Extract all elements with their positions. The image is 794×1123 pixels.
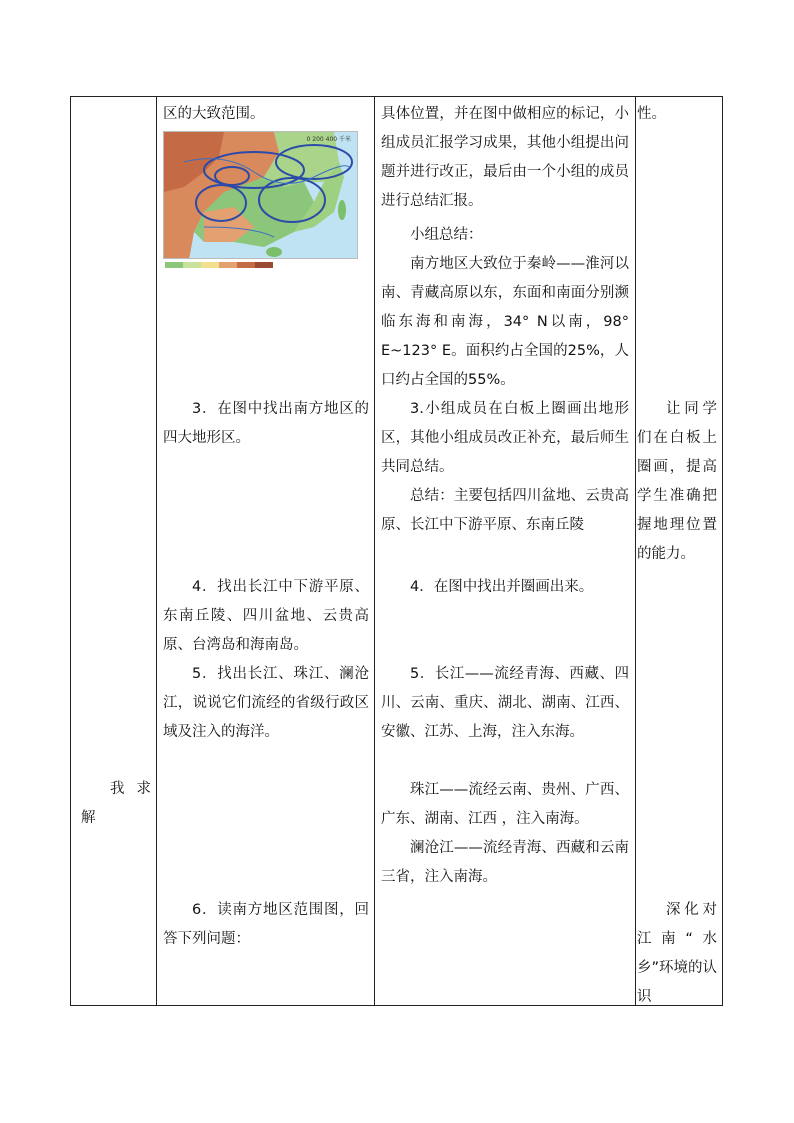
activity-column bbox=[375, 97, 635, 1005]
task-5: 5．找出长江、珠江、澜沧江，说说它们流经的省级行政区域及注入的海洋。 bbox=[163, 666, 369, 740]
summary-title: 小组总结： bbox=[410, 227, 483, 243]
task-4: 4．找出长江中下游平原、东南丘陵、四川盆地、云贵高原、台湾岛和海南岛。 bbox=[163, 579, 369, 653]
intent-6: 深化对江南“水乡”环境的认识 bbox=[637, 902, 718, 1005]
activity-4: 4．在图中找出并圈画出来。 bbox=[410, 579, 594, 595]
map-scale: 0 200 400 千米 bbox=[306, 136, 351, 143]
intent-column bbox=[636, 97, 723, 1005]
stage-label: 我 求 解 bbox=[81, 781, 151, 826]
intent-3: 让同学们在白板上圈画，提高学生准确把握地理位置的能力。 bbox=[637, 401, 717, 562]
summary-text: 南方地区大致位于秦岭——淮河以南、青藏高原以东，东面和南面分别濒临东海和南海，34° N以南，98° E~123° E。面积约占全国的25%，人口约占全国的55%。 bbox=[381, 256, 629, 388]
south-china-map bbox=[163, 131, 358, 259]
lesson-table bbox=[70, 96, 723, 1006]
activity-5-lancang: 澜沧江——流经青海、西藏和云南三省，注入南海。 bbox=[381, 840, 629, 885]
task-3: 3．在图中找出南方地区的四大地形区。 bbox=[163, 401, 369, 446]
activity-3: 3.小组成员在白板上圈画出地形区，其他小组成员改正补充，最后师生共同总结。 bbox=[381, 401, 629, 475]
activity-intro: 具体位置，并在图中做相应的标记，小组成员汇报学习成果，其他小组提出问题并进行改正，最后由一个小组的成员进行总结汇报。 bbox=[381, 106, 629, 209]
task-6: 6．读南方地区范围图，回答下列问题： bbox=[163, 902, 369, 947]
terrain-map-icon bbox=[164, 132, 358, 259]
activity-3-summary: 总结：主要包括四川盆地、云贵高原、长江中下游平原、东南丘陵 bbox=[381, 488, 629, 533]
intent-intro: 性。 bbox=[637, 106, 666, 122]
task-intro: 区的大致范围。 bbox=[163, 106, 265, 122]
stage-column bbox=[71, 97, 156, 1005]
activity-5-changjiang: 5．长江——流经青海、西藏、四川、云南、重庆、湖北、湖南、江西、安徽、江苏、上海，注入东海。 bbox=[381, 666, 629, 740]
elevation-legend-icon bbox=[165, 261, 275, 269]
activity-5-zhujiang: 珠江——流经云南、贵州、广西、广东、湖南、江西 ，注入南海。 bbox=[381, 782, 629, 827]
task-column bbox=[157, 97, 374, 1005]
